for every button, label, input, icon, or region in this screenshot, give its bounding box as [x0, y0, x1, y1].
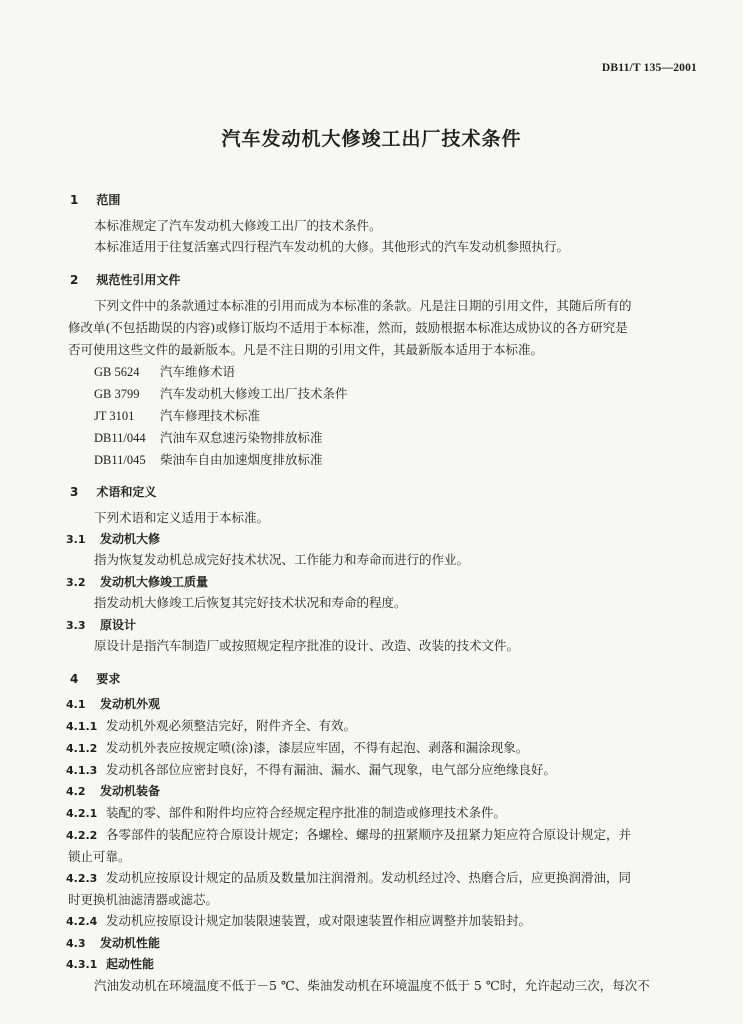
clause-number: 4.2: [66, 785, 86, 798]
clause-text: 发动机应按原设计规定的品质及数量加注润滑剂。发动机经过冷、热磨合后，应更换润滑油，同: [106, 870, 632, 885]
term-title: 发动机大修: [100, 532, 161, 546]
clause-number: 3.2: [66, 576, 86, 589]
term-heading: [66, 574, 208, 591]
term-definition: 指为恢复发动机总成完好技术状况、工作能力和寿命而进行的作业。: [94, 552, 470, 567]
clause-text: 汽油发动机在环境温度不低于－5 ℃、柴油发动机在环境温度不低于 5 ℃时，允许起动三次，每次不: [94, 978, 650, 993]
term-definition: 原设计是指汽车制造厂或按照规定程序批准的设计、改造、改装的技术文件。: [94, 638, 520, 653]
clause: [66, 740, 528, 757]
clause-number: 4.2.1: [66, 807, 98, 820]
clause-number: 4.1.1: [66, 720, 98, 733]
clause-text: 装配的零、部件和附件均应符合经规定程序批准的制造或修理技术条件。: [106, 805, 507, 820]
reference-title: 汽车修理技术标准: [160, 408, 261, 423]
reference-code: GB 3799: [94, 387, 140, 401]
clause-number: 3.1: [66, 533, 86, 546]
clause-number: 4.2.4: [66, 915, 98, 928]
clause-text: 发动机外观必须整洁完好，附件齐全、有效。: [106, 718, 357, 733]
clause-number: 4.2.2: [66, 829, 98, 842]
paragraph-line: 否可使用这些文件的最新版本。凡是不注日期的引用文件，其最新版本适用于本标准。: [68, 342, 544, 357]
subsection-title: 发动机装备: [100, 784, 161, 798]
term-title: 发动机大修竣工质量: [100, 575, 209, 589]
section-4-heading: [70, 671, 120, 687]
reference-item: [94, 430, 323, 446]
term-heading: [66, 617, 136, 634]
subsection-heading: [66, 783, 160, 800]
clause: [66, 870, 631, 887]
subsection-heading: [66, 935, 160, 952]
section-number: 3: [70, 485, 79, 499]
clause-number: 3.3: [66, 619, 86, 632]
clause: [66, 827, 631, 844]
reference-code: DB11/044: [94, 431, 146, 445]
clause: [66, 805, 506, 822]
paragraph-line: 修改单(不包括勘误的内容)或修订版均不适用于本标准，然而，鼓励根据本标准达成协议的各方研究是: [68, 320, 628, 335]
clause-text: 各零部件的装配应符合原设计规定；各螺栓、螺母的扭紧顺序及扭紧力矩应符合原设计规定，并: [106, 827, 632, 842]
reference-item: [94, 386, 348, 402]
paragraph: 本标准规定了汽车发动机大修竣工出厂的技术条件。: [94, 218, 382, 233]
term-title: 原设计: [100, 618, 137, 632]
term-heading: [66, 531, 160, 548]
reference-code: DB11/045: [94, 453, 146, 467]
clause: [66, 913, 531, 930]
section-title: 范围: [96, 193, 121, 207]
clause-number: 4.1.2: [66, 742, 98, 755]
clause-number: 4.3.1: [66, 958, 98, 971]
standard-code: DB11/T 135—2001: [601, 62, 697, 74]
subsection-title: 发动机外观: [100, 697, 161, 711]
reference-title: 汽车维修术语: [160, 364, 236, 379]
section-number: 4: [70, 672, 79, 686]
clause-number: 4.1.3: [66, 764, 98, 777]
subsection-heading: [66, 696, 160, 713]
reference-title: 汽油车双怠速污染物排放标准: [160, 430, 323, 445]
section-title: 要求: [96, 672, 121, 686]
reference-title: 汽车发动机大修竣工出厂技术条件: [160, 386, 348, 401]
paragraph: 下列术语和定义适用于本标准。: [94, 510, 270, 525]
clause: [66, 762, 556, 779]
term-definition: 指发动机大修竣工后恢复其完好技术状况和寿命的程度。: [94, 595, 407, 610]
subsection-heading: [66, 956, 154, 973]
clause-text: 发动机各部位应密封良好，不得有漏油、漏水、漏气现象，电气部分应绝缘良好。: [106, 762, 557, 777]
reference-item: [94, 452, 323, 468]
section-title: 规范性引用文件: [96, 273, 181, 287]
section-number: 1: [70, 193, 79, 207]
page-title: 汽车发动机大修竣工出厂技术条件: [221, 128, 522, 150]
clause-continuation: 锁止可靠。: [68, 849, 131, 864]
subsection-title: 发动机性能: [100, 936, 161, 950]
reference-item: [94, 408, 260, 424]
section-number: 2: [70, 273, 79, 287]
clause: [66, 718, 356, 735]
clause-text: 发动机应按原设计规定加装限速装置，或对限速装置作相应调整并加装铅封。: [106, 913, 532, 928]
reference-title: 柴油车自由加速烟度排放标准: [160, 452, 323, 467]
section-2-heading: [70, 272, 180, 288]
section-1-heading: [70, 192, 120, 208]
clause-number: 4.2.3: [66, 872, 98, 885]
clause-continuation: 时更换机油滤清器或滤芯。: [68, 892, 219, 907]
clause-number: 4.3: [66, 937, 86, 950]
clause-number: 4.1: [66, 698, 86, 711]
reference-item: [94, 364, 235, 380]
section-title: 术语和定义: [96, 485, 157, 499]
reference-code: GB 5624: [94, 365, 140, 379]
subsection-title: 起动性能: [106, 957, 155, 971]
section-3-heading: [70, 484, 156, 500]
paragraph-line: 下列文件中的条款通过本标准的引用而成为本标准的条款。凡是注日期的引用文件，其随后所有的: [94, 298, 632, 313]
clause-text: 发动机外表应按规定喷(涂)漆，漆层应牢固，不得有起泡、剥落和漏涂现象。: [106, 740, 529, 755]
paragraph: 本标准适用于往复活塞式四行程汽车发动机的大修。其他形式的汽车发动机参照执行。: [94, 239, 570, 254]
reference-code: JT 3101: [94, 409, 135, 423]
